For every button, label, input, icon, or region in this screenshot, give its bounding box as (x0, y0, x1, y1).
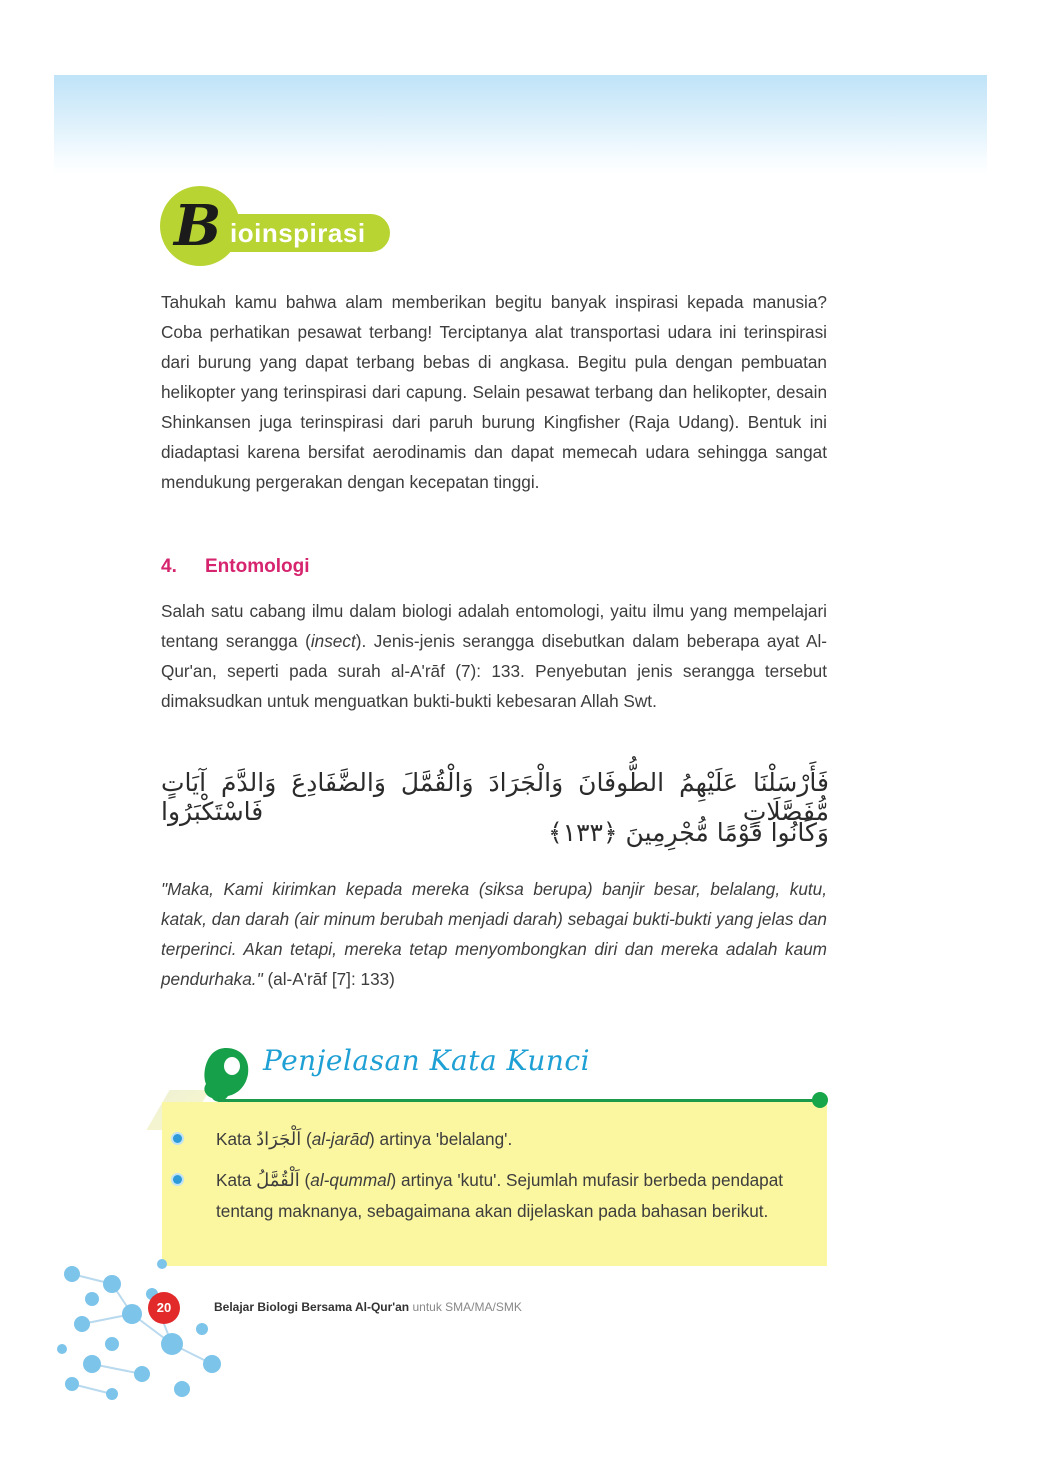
keyword-list (168, 1124, 823, 1236)
keyword-arabic: اَلْقُمَّلُ (256, 1170, 300, 1191)
keyword-prefix: Kata (216, 1129, 257, 1149)
bullet-icon (173, 1175, 182, 1184)
bullet-icon (173, 1134, 182, 1143)
verse-arabic-line-2: وَكَانُوا قَوْمًا مُّجْرِمِينَ ﴿١٣٣﴾ (547, 818, 829, 847)
section-title: Entomologi (205, 556, 310, 577)
section-paragraph (161, 596, 827, 716)
paragraph-italic-term: insect (310, 631, 356, 651)
keyword-meaning: artinya 'kutu'. Sejumlah mufasir berbeda pendapat tentang maknanya, sebagaimana akan dijelaskan pada bahasan berikut. (216, 1170, 784, 1221)
bioinspirasi-badge (160, 186, 390, 266)
keyword-item: Kata اَلْجَرَادُ (al-jarād) artinya 'belalang'. (168, 1124, 823, 1155)
keyword-translit: al-jarād (311, 1129, 370, 1149)
keyword-arabic: اَلْجَرَادُ (256, 1129, 302, 1150)
verse-arabic-line-1: فَأَرْسَلْنَا عَلَيْهِمُ الطُّوفَانَ وَالْجَرَادَ وَالْقُمَّلَ وَالضَّفَادِعَ وَالدَّمَ آيَاتٍ مُّفَصَّلَاتٍ فَاسْتَكْبَرُوا (161, 768, 829, 826)
paragraph-text: Salah satu cabang ilmu dalam biologi adalah entomologi, yaitu ilmu yang mempelajari tentang serangga ( (161, 601, 827, 651)
section-number: 4. (161, 556, 177, 577)
keyword-prefix: Kata (216, 1170, 257, 1190)
molecule-decoration-icon (52, 1254, 242, 1404)
keyword-title: Penjelasan Kata Kunci (263, 1044, 591, 1077)
section-heading (161, 556, 309, 578)
header-band (54, 75, 987, 175)
translation-text: "Maka, Kami kirimkan kepada mereka (siksa berupa) banjir besar, belalang, kutu, katak, dan darah (air minum berubah menjadi darah) sebagai bukti-bukti yang jelas dan terperinci. Akan tetapi, mereka tetap menyombongkan diri dan mereka adalah kaum pendurhaka." (161, 879, 827, 989)
page-number-badge: 20 (148, 1292, 180, 1324)
badge-label: ioinspirasi (230, 218, 366, 248)
book-title: Belajar Biologi Bersama Al-Qur'an (214, 1300, 410, 1314)
verse-reference: (al-A'rāf [7]: 133) (262, 969, 395, 989)
verse-translation (161, 874, 827, 994)
keyword-meaning: artinya 'belalang'. (374, 1129, 513, 1149)
badge-initial: B (174, 193, 222, 259)
keyword-divider (218, 1099, 818, 1102)
keyword-item: Kata اَلْقُمَّلُ (al-qummal) artinya 'kutu'. Sejumlah mufasir berbeda pendapat tentang maknanya, sebagaimana akan dijelaskan pada bahasan berikut. (168, 1165, 823, 1226)
divider-end-dot (812, 1092, 828, 1108)
paragraph-text-cont: ). Jenis-jenis serangga disebutkan dalam beberapa ayat Al-Qur'an, seperti pada surah al-A'rāf (7): 133. Penyebutan jenis serangga tersebut dimaksudkan untuk menguatkan bukti-bukti kebesaran Allah Swt. (161, 631, 827, 711)
bioinspirasi-paragraph: Tahukah kamu bahwa alam memberikan begitu banyak inspirasi kepada manusia? Coba perhatikan pesawat terbang! Terciptanya alat transportasi udara ini terinspirasi dari burung yang dapat terbang bebas di angkasa. Begitu pula dengan pembuatan helikopter yang terinspirasi dari capung. Selain pesawat terbang dan helikopter, desain Shinkansen juga terinspirasi dari paruh burung Kingfisher (Raja Udang). Bentuk ini diadaptasi karena bersifat aerodinamis dan dapat memecah udara sehingga sangat mendukung pergerakan dengan kecepatan tinggi. (161, 292, 827, 492)
book-audience: untuk SMA/MA/SMK (409, 1300, 522, 1314)
key-icon (198, 1044, 254, 1106)
footer-running-title (214, 1300, 522, 1314)
keyword-translit: al-qummal (310, 1170, 391, 1190)
